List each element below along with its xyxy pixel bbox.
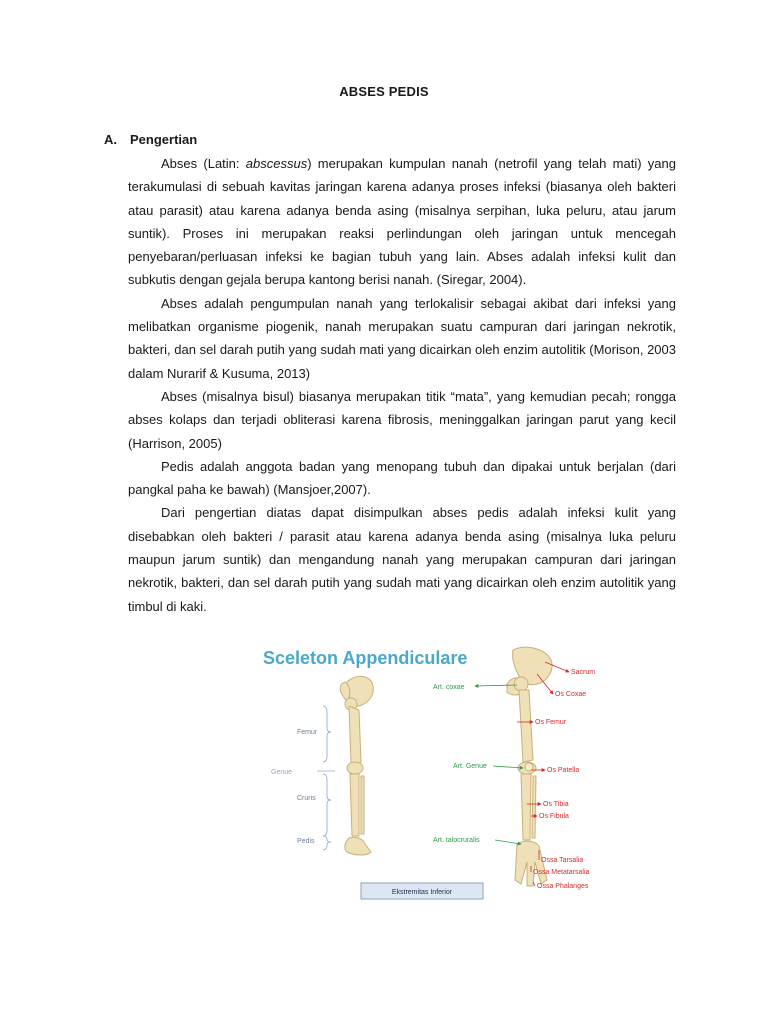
- section-heading: [104, 132, 197, 147]
- body-text: [128, 152, 676, 618]
- label-os-patella: Os Patella: [547, 767, 580, 774]
- figure-caption: Ekstremitas Inferior: [391, 889, 453, 896]
- left-leg-skeleton: [340, 676, 373, 855]
- paragraph-5: Dari pengertian diatas dapat disimpulkan abses pedis adalah infeksi kulit yang disebabkan oleh bakteri / parasit atau karena adanya benda asing (misalnya luka peluru maupun jarum suntik) dan mengandung nanah yang merupakan campuran dari jaringan nekrotik, bakteri, dan sel darah putih yang sudah mati yang dicairkan oleh enzim autolitik yang timbul di kaki.: [128, 505, 676, 614]
- figure-title: Sceleton Appendiculare: [263, 648, 468, 668]
- label-ossa-metatarsalia: Ossa Metatarsalia: [533, 869, 590, 876]
- paragraph-4: Pedis adalah anggota badan yang menopang tubuh dan dipakai untuk berjalan (dari pangkal paha ke bawah) (Mansjoer,2007).: [128, 458, 676, 498]
- label-cruris: Cruris: [297, 795, 316, 802]
- skeleton-illustration: [255, 640, 615, 905]
- section-letter: A.: [104, 132, 117, 147]
- section-title: Pengertian: [130, 132, 198, 147]
- label-art-coxae: Art. coxae: [433, 684, 465, 691]
- bone-labels: [533, 669, 595, 890]
- paragraph-1: [128, 152, 676, 292]
- label-ossa-tarsalia: Ossa Tarsalia: [541, 857, 584, 864]
- left-brackets: [317, 706, 335, 850]
- label-art-genue: Art. Genue: [453, 763, 487, 770]
- label-os-femur: Os Femur: [535, 719, 567, 726]
- label-os-fibula: Os Fibula: [539, 813, 569, 820]
- paragraph-3: Abses (misalnya bisul) biasanya merupakan titik “mata”, yang kemudian pecah; rongga abses kolaps dan terjadi obliterasi karena fibrosis, meninggalkan jaringan parut yang kecil (Harrison, 2005): [128, 388, 676, 451]
- right-leg-skeleton: [507, 647, 552, 886]
- label-pedis: Pedis: [297, 838, 315, 845]
- joint-labels: [433, 684, 487, 844]
- latin-term: abscessus: [245, 156, 308, 171]
- label-ossa-phalanges: Ossa Phalanges: [537, 883, 589, 890]
- label-genue: Genue: [271, 769, 293, 776]
- skeleton-figure: [255, 640, 615, 905]
- left-labels: [271, 729, 318, 845]
- label-femur: Femur: [297, 729, 318, 736]
- label-sacrum: Sacrum: [571, 669, 596, 676]
- label-os-coxae: Os Coxae: [555, 691, 587, 698]
- paragraph-2: Abses adalah pengumpulan nanah yang terlokalisir sebagai akibat dari infeksi yang melibatkan organisme piogenik, nanah merupakan suatu campuran dari jaringan nekrotik, bakteri, dan sel darah putih yang sudah mati yang dicairkan oleh enzim autolitik (Morison, 2003 dalam Nurarif & Kusuma, 2013): [128, 295, 676, 381]
- paragraph-1-rest: ) merupakan kumpulan nanah (netrofil yang telah mati) yang terakumulasi di sebuah kavitas jaringan karena adanya proses infeksi (biasanya oleh bakteri atau parasit) atau karena adanya benda asing (misalnya serpihan, luka peluru, atau jarum suntik). Proses ini merupakan reaksi perlindungan oleh jaringan untuk mencegah penyebaran/perluasan infeksi ke bagian tubuh yang lain. Abses adalah infeksi kulit dan subkutis dengan gejala berupa kantong berisi nanah. (Siregar, 2004).: [128, 156, 676, 288]
- page-title: ABSES PEDIS: [339, 84, 429, 99]
- label-art-talocruralis: Art. talocruralis: [433, 837, 480, 844]
- label-os-tibia: Os Tibia: [543, 801, 569, 808]
- paragraph-1-start: Abses (Latin:: [161, 156, 246, 171]
